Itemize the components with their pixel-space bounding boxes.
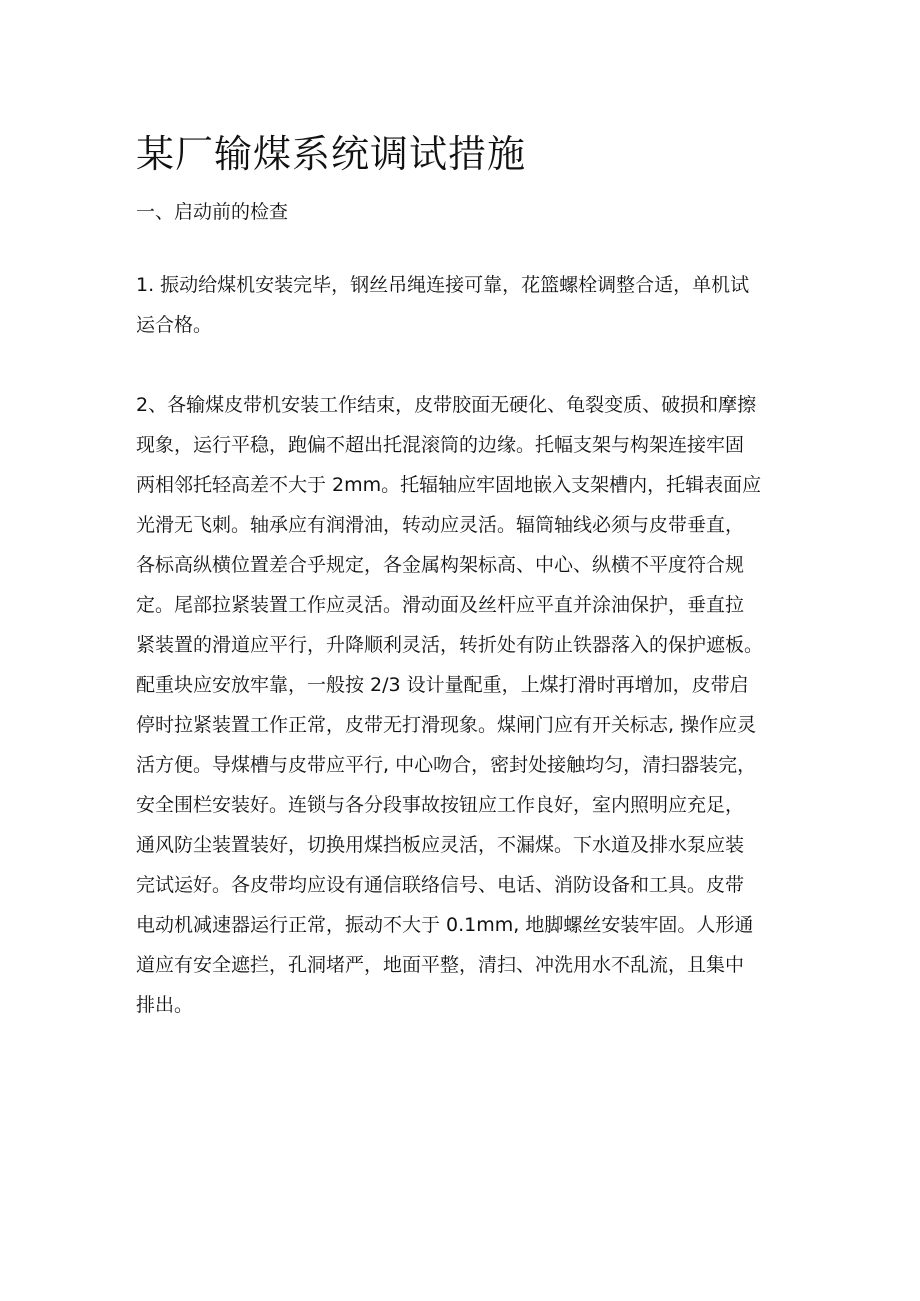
paragraph-line: 完试运好。各皮带均应设有通信联络信号、电话、消防设备和工具。皮带 — [136, 874, 745, 896]
paragraph-line: 电动机减速器运行正常，振动不大于 0.1mm, 地脚螺丝安装牢固。人形通 — [136, 914, 754, 936]
paragraph-line: 安全围栏安装好。连锁与各分段事故按钮应工作良好，室内照明应充足， — [136, 794, 745, 816]
paragraph-1 — [136, 265, 826, 345]
paragraph-line: 光滑无飞刺。轴承应有润滑油，转动应灵活。辐筒轴线必须与皮带垂直， — [136, 514, 745, 536]
paragraph-line: 排出。 — [136, 994, 194, 1016]
paragraph-line: 运合格。 — [136, 314, 213, 336]
paragraph-line: 1. 振动给煤机安装完毕，钢丝吊绳连接可靠，花篮螺栓调整合适，单机试 — [136, 274, 750, 296]
paragraph-line: 紧装置的滑道应平行，升降顺利灵活，转折处有防止铁器落入的保护遮板。 — [136, 634, 764, 656]
paragraph-line: 2、各输煤皮带机安装工作结束，皮带胶面无硬化、龟裂变质、破损和摩擦 — [136, 394, 757, 416]
paragraph-line: 两相邻托轻高差不大于 2mm。托辐轴应牢固地嵌入支架槽内，托辑表面应 — [136, 474, 762, 496]
paragraph-line: 各标高纵横位置差合乎规定，各金属构架标高、中心、纵横不平度符合规 — [136, 554, 745, 576]
paragraph-line: 配重块应安放牢靠，一般按 2/3 设计量配重，上煤打滑时再增加，皮带启 — [136, 674, 749, 696]
paragraph-line: 活方便。导煤槽与皮带应平行, 中心吻合，密封处接触均匀，清扫器装完， — [136, 754, 757, 776]
paragraph-line: 停时拉紧装置工作正常，皮带无打滑现象。煤闸门应有开关标志, 操作应灵 — [136, 714, 757, 736]
paragraph-line: 现象，运行平稳，跑偏不超出托混滚筒的边缘。托幅支架与构架连接牢固 — [136, 434, 745, 456]
section-heading: 一、启动前的检查 — [136, 201, 289, 223]
paragraph-2 — [136, 385, 826, 1025]
paragraph-line: 通风防尘装置装好，切换用煤挡板应灵活，不漏煤。下水道及排水泵应装 — [136, 834, 745, 856]
document-title: 某厂输煤系统调试措施 — [136, 132, 527, 176]
paragraph-line: 道应有安全遮拦，孔洞堵严，地面平整，清扫、冲洗用水不乱流，且集中 — [136, 954, 745, 976]
paragraph-line: 定。尾部拉紧装置工作应灵活。滑动面及丝杆应平直并涂油保护，垂直拉 — [136, 594, 745, 616]
